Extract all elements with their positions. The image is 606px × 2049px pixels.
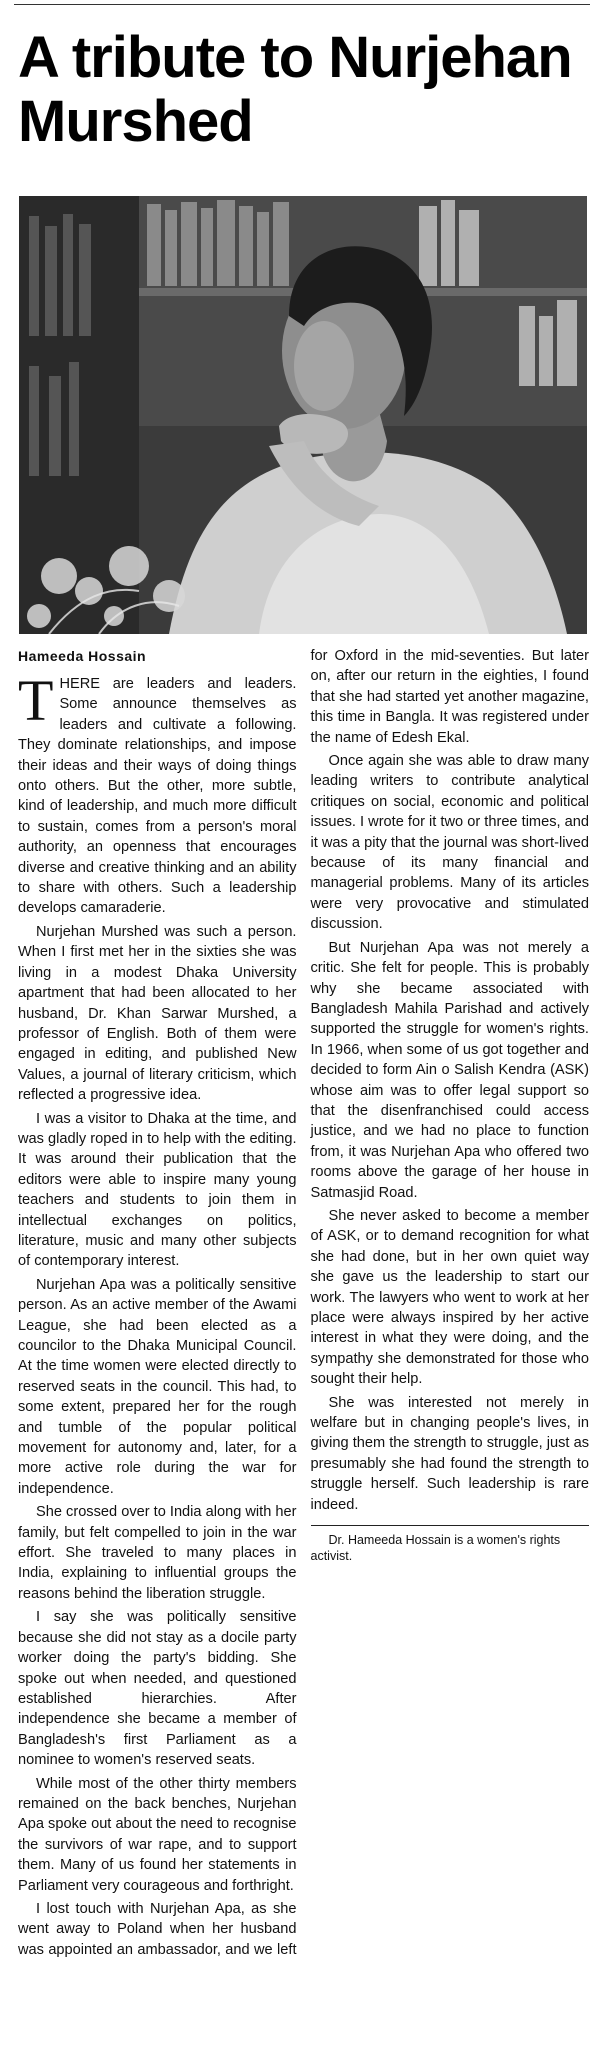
paragraph-1 [18, 668, 297, 919]
byline: Hameeda Hossain [18, 648, 147, 664]
headline: A tribute to Nurjehan Murshed [18, 25, 572, 154]
paragraph: Once again she was able to draw many leading writers to contribute analytical critiques on social, economic and political issues. I wrote for it two or three times, and it was a pity that the journal was short-lived because of its many financial and managerial problems. Many of its articles were very provocative and stimulated discussion. [310, 753, 589, 933]
paragraph: But Nurjehan Apa was not merely a critic. She felt for people. This is probably why she became associated with Bangladesh Mahila Parishad and actively supported the struggle for women's rights. In 1966, when some of us got together and decided to form Ain o Salish Kendra (ASK) whose aim was to offer legal support so that the disenfranchised could access justice, and we had no place to function from, it was Nurjehan Apa who offered two rooms above the garage of her house in Satmasjid Road. [310, 939, 589, 1201]
portrait-illustration [19, 196, 587, 634]
paragraph: She was interested not merely in welfare but in changing people's lives, in giving them the strength to struggle, just as presumably she had found the strength to struggle herself. Such leadership is rare indeed. [310, 1394, 589, 1513]
paragraph: Nurjehan Murshed was such a person. When I first met her in the sixties she was living in a modest Dhaka University apartment that had been allocated to her husband, Dr. Khan Sarwar Murshed, a professor of English. Both of them were engaged in editing, and published New Values, a journal of literary criticism, which reflected a progressive idea. [18, 923, 297, 1104]
top-rule [14, 4, 590, 5]
paragraph: Nurjehan Apa was a politically sensitive person. As an active member of the Awami League, she had been elected as a councilor to the Dhaka Municipal Council. At the time women were elected directly to reserved seats in the council. This had, to some extent, prepared her for the rough and tumble of the popular political movement for autonomy and, later, for a more active role during the war for independence. [18, 1276, 297, 1497]
drop-cap: T [18, 668, 54, 733]
article-body [18, 646, 589, 1976]
paragraph: She crossed over to India along with her family, but felt compelled to join in the war effort. She traveled to many places in India, explaining to influential groups the reasons behind the liberation struggle. [18, 1504, 297, 1602]
portrait-photo [19, 196, 587, 634]
author-note-divider [311, 1525, 590, 1526]
paragraph: I was a visitor to Dhaka at the time, and was gladly roped in to help with the editing. It was around their publication that the editors were able to inspire many young teachers and students to join them in intellectual exchanges on politics, literature, music and many other subjects of contemporary interest. [18, 1110, 297, 1270]
paragraph: She never asked to become a member of ASK, or to demand recognition for what she had done, but in her own quiet way she gave us the leadership to start our work. The lawyers who went to work at her place were always inspired by her active interest in what they were doing, and the sympathy she demonstrated for those who sought their help. [310, 1207, 589, 1388]
paragraph: I lost touch with Nurjehan Apa, as she went away to Poland when her husband was appointed an ambassador, and we left for Oxford in the mid-seventies. But later on, after our return in the eighties, I found that she had started yet another magazine, this time in Bangla. It was registered under the name of Edesh Ekal. [18, 648, 589, 1958]
paragraph: While most of the other thirty members remained on the back benches, Nurjehan Apa spoke out about the need to recognise the survivors of war rape, and to support them. Many of us found her statements in Parliament very courageous and forthright. [18, 1775, 297, 1894]
author-note: Dr. Hameeda Hossain is a women's rights activist. [310, 1533, 561, 1564]
paragraph: I say she was politically sensitive because she did not stay as a docile party worker doing the party's bidding. She spoke out when needed, and questioned established hierarchies. After independence she became a member of Bangladesh's first Parliament as a nominee to women's reserved seats. [18, 1609, 297, 1769]
paragraph-1-text: HERE are leaders and leaders. Some announce themselves as leaders and cultivate a following. They dominate relationships, and impose their ideas and their ways of doing things onto others. But the other, more subtle, kind of leadership, and much more difficult to sustain, comes from a person's moral authority, an openness that encourages diverse and creative thinking and an ability to share with others. Such a leadership develops camaraderie. [18, 676, 297, 917]
